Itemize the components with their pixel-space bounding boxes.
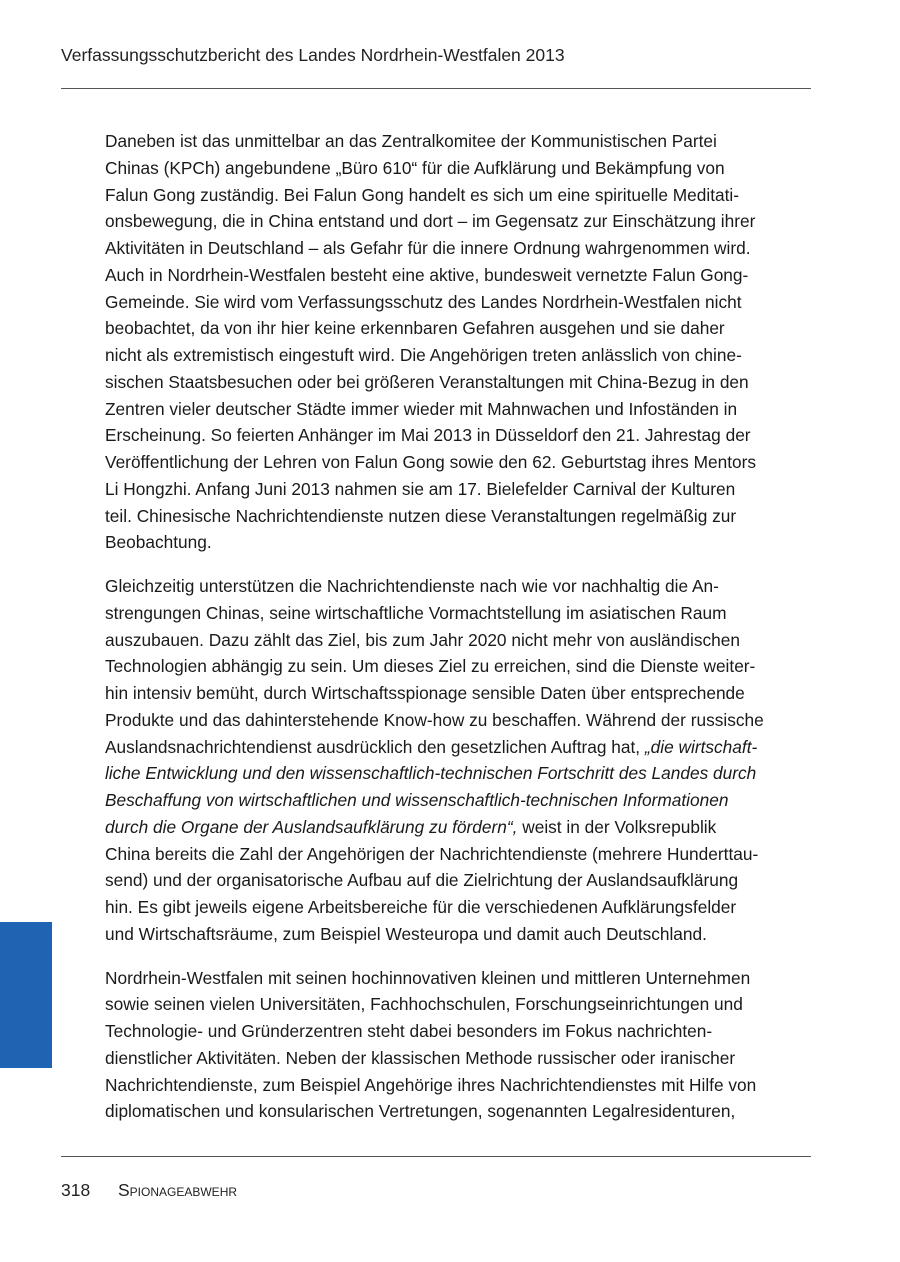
page-number: 318 [61,1180,91,1200]
text-segment: Erscheinung. So feierten Anhänger im Mai 2013 in Düsseldorf den 21. Jahrestag der [105,425,751,446]
text-segment: Aktivitäten in Deutschland – als Gefahr für die innere Ordnung wahrgenommen wird. [105,238,751,258]
text-segment: hin intensiv bemüht, durch Wirtschaftsspionage sensible Daten über entsprechende [105,683,745,703]
text-line [105,680,825,707]
text-line [105,529,825,556]
text-line [105,155,825,182]
text-segment: diplomatischen und konsularischen Vertretungen, sogenannten Legalresidenturen, [105,1101,736,1122]
text-line [105,1072,825,1099]
header-divider [61,88,811,89]
text-segment: strengungen Chinas, seine wirtschaftliche Vormachtstellung im asiatischen Raum [105,602,727,623]
text-segment: beobachtet, da von ihr hier keine erkennbaren Gefahren ausgehen und sie daher [105,318,725,339]
text-line [105,503,825,530]
text-segment: nicht als extremistisch eingestuft wird. Die Angehörigen treten anlässlich von chine- [105,345,742,365]
text-line [105,422,825,449]
text-segment: Produkte und das dahinterstehende Know-how zu beschaffen. Während der russische [105,709,764,730]
text-segment: Auslandsnachrichtendienst ausdrücklich den gesetzlichen Auftrag hat, [105,736,645,757]
quoted-text: durch die Organe der Auslandsaufklärung zu fördern“, [105,816,518,837]
text-line [105,1098,825,1125]
quoted-text: liche Entwicklung und den wissenschaftlich-technischen Fortschritt des Landes durch [105,763,757,784]
text-segment: auszubauen. Dazu zählt das Ziel, bis zum Jahr 2020 nicht mehr von ausländischen [105,629,740,650]
text-line [105,449,825,476]
text-line [105,573,825,600]
text-segment: Nachrichtendienste, zum Beispiel Angehörige ihres Nachrichtendienstes mit Hilfe von [105,1074,757,1095]
text-line [105,182,825,209]
text-segment: hin. Es gibt jeweils eigene Arbeitsbereiche für die verschiedenen Aufklärungsfelder [105,897,737,917]
text-line [105,600,825,627]
text-segment: sischen Staatsbesuchen oder bei größeren Veranstaltungen mit China-Bezug in den [105,371,749,392]
text-line [105,734,825,761]
text-segment: Li Hongzhi. Anfang Juni 2013 nahmen sie am 17. Bielefelder Carnival der Kulturen [105,478,736,499]
text-line [105,396,825,423]
text-segment: Nordrhein-Westfalen mit seinen hochinnovativen kleinen und mittleren Unternehmen [105,967,751,988]
text-segment: onsbewegung, die in China entstand und dort – im Gegensatz zur Einschätzung ihrer [105,211,756,232]
body-text [105,128,825,1142]
text-segment: dienstlicher Aktivitäten. Neben der klassischen Methode russischer oder iranischer [105,1047,736,1068]
text-segment: teil. Chinesische Nachrichtendienste nutzen diese Veranstaltungen regelmäßig zur [105,505,737,526]
text-segment: Technologien abhängig zu sein. Um dieses Ziel zu erreichen, sind die Dienste weiter- [105,656,756,677]
text-line [105,991,825,1018]
text-line [105,841,825,868]
text-segment: Beobachtung. [105,532,212,553]
text-line [105,627,825,654]
text-line [105,476,825,503]
paragraph [105,573,825,948]
text-line [105,921,825,948]
text-line [105,707,825,734]
text-line [105,262,825,289]
text-line [105,653,825,680]
text-line [105,867,825,894]
text-segment: Auch in Nordrhein-Westfalen besteht eine aktive, bundesweit vernetzte Falun Gong- [105,264,749,285]
text-segment: send) und der organisatorische Aufbau auf die Zielrichtung der Auslandsaufklärung [105,870,739,891]
text-segment: sowie seinen vielen Universitäten, Fachhochschulen, Forschungseinrichtungen und [105,994,743,1015]
text-segment: und Wirtschaftsräume, zum Beispiel Westeuropa und damit auch Deutschland. [105,923,707,944]
footer-section-title: Spionageabwehr [118,1180,238,1200]
chapter-side-tab [0,922,52,1068]
text-line [105,208,825,235]
text-segment: Daneben ist das unmittelbar an das Zentralkomitee der Kommunistischen Partei [105,131,717,151]
text-line [105,760,825,787]
paragraph [105,128,825,556]
text-line [105,315,825,342]
text-segment: Veröffentlichung der Lehren von Falun Gong sowie den 62. Geburtstag ihres Mentors [105,452,757,472]
running-header-title: Verfassungsschutzbericht des Landes Nordrhein-Westfalen 2013 [61,45,565,65]
text-line [105,289,825,316]
text-line [105,235,825,262]
text-segment: China bereits die Zahl der Angehörigen der Nachrichtendienste (mehrere Hunderttau- [105,843,759,864]
text-line [105,787,825,814]
text-segment: weist in der Volksrepublik [517,816,717,837]
text-segment: Gemeinde. Sie wird vom Verfassungsschutz des Landes Nordrhein-Westfalen nicht [105,291,742,312]
text-line [105,369,825,396]
text-line [105,814,825,841]
text-line [105,1018,825,1045]
footer-divider [61,1156,811,1157]
quoted-text: „die wirtschaft- [644,736,758,757]
text-segment: Gleichzeitig unterstützen die Nachrichtendienste nach wie vor nachhaltig die An- [105,576,719,596]
text-line [105,965,825,992]
text-line [105,342,825,369]
text-segment: Falun Gong zuständig. Bei Falun Gong handelt es sich um eine spirituelle Meditati- [105,184,739,205]
text-segment: Technologie- und Gründerzentren steht dabei besonders im Fokus nachrichten- [105,1021,713,1041]
text-segment: Chinas (KPCh) angebundene „Büro 610“ für die Aufklärung und Bekämpfung von [105,157,725,178]
text-line [105,1045,825,1072]
text-segment: Zentren vieler deutscher Städte immer wieder mit Mahnwachen und Infoständen in [105,398,738,419]
paragraph [105,965,825,1126]
text-line [105,128,825,155]
quoted-text: Beschaffung von wirtschaftlichen und wissenschaftlich-technischen Informationen [105,790,729,810]
text-line [105,894,825,921]
